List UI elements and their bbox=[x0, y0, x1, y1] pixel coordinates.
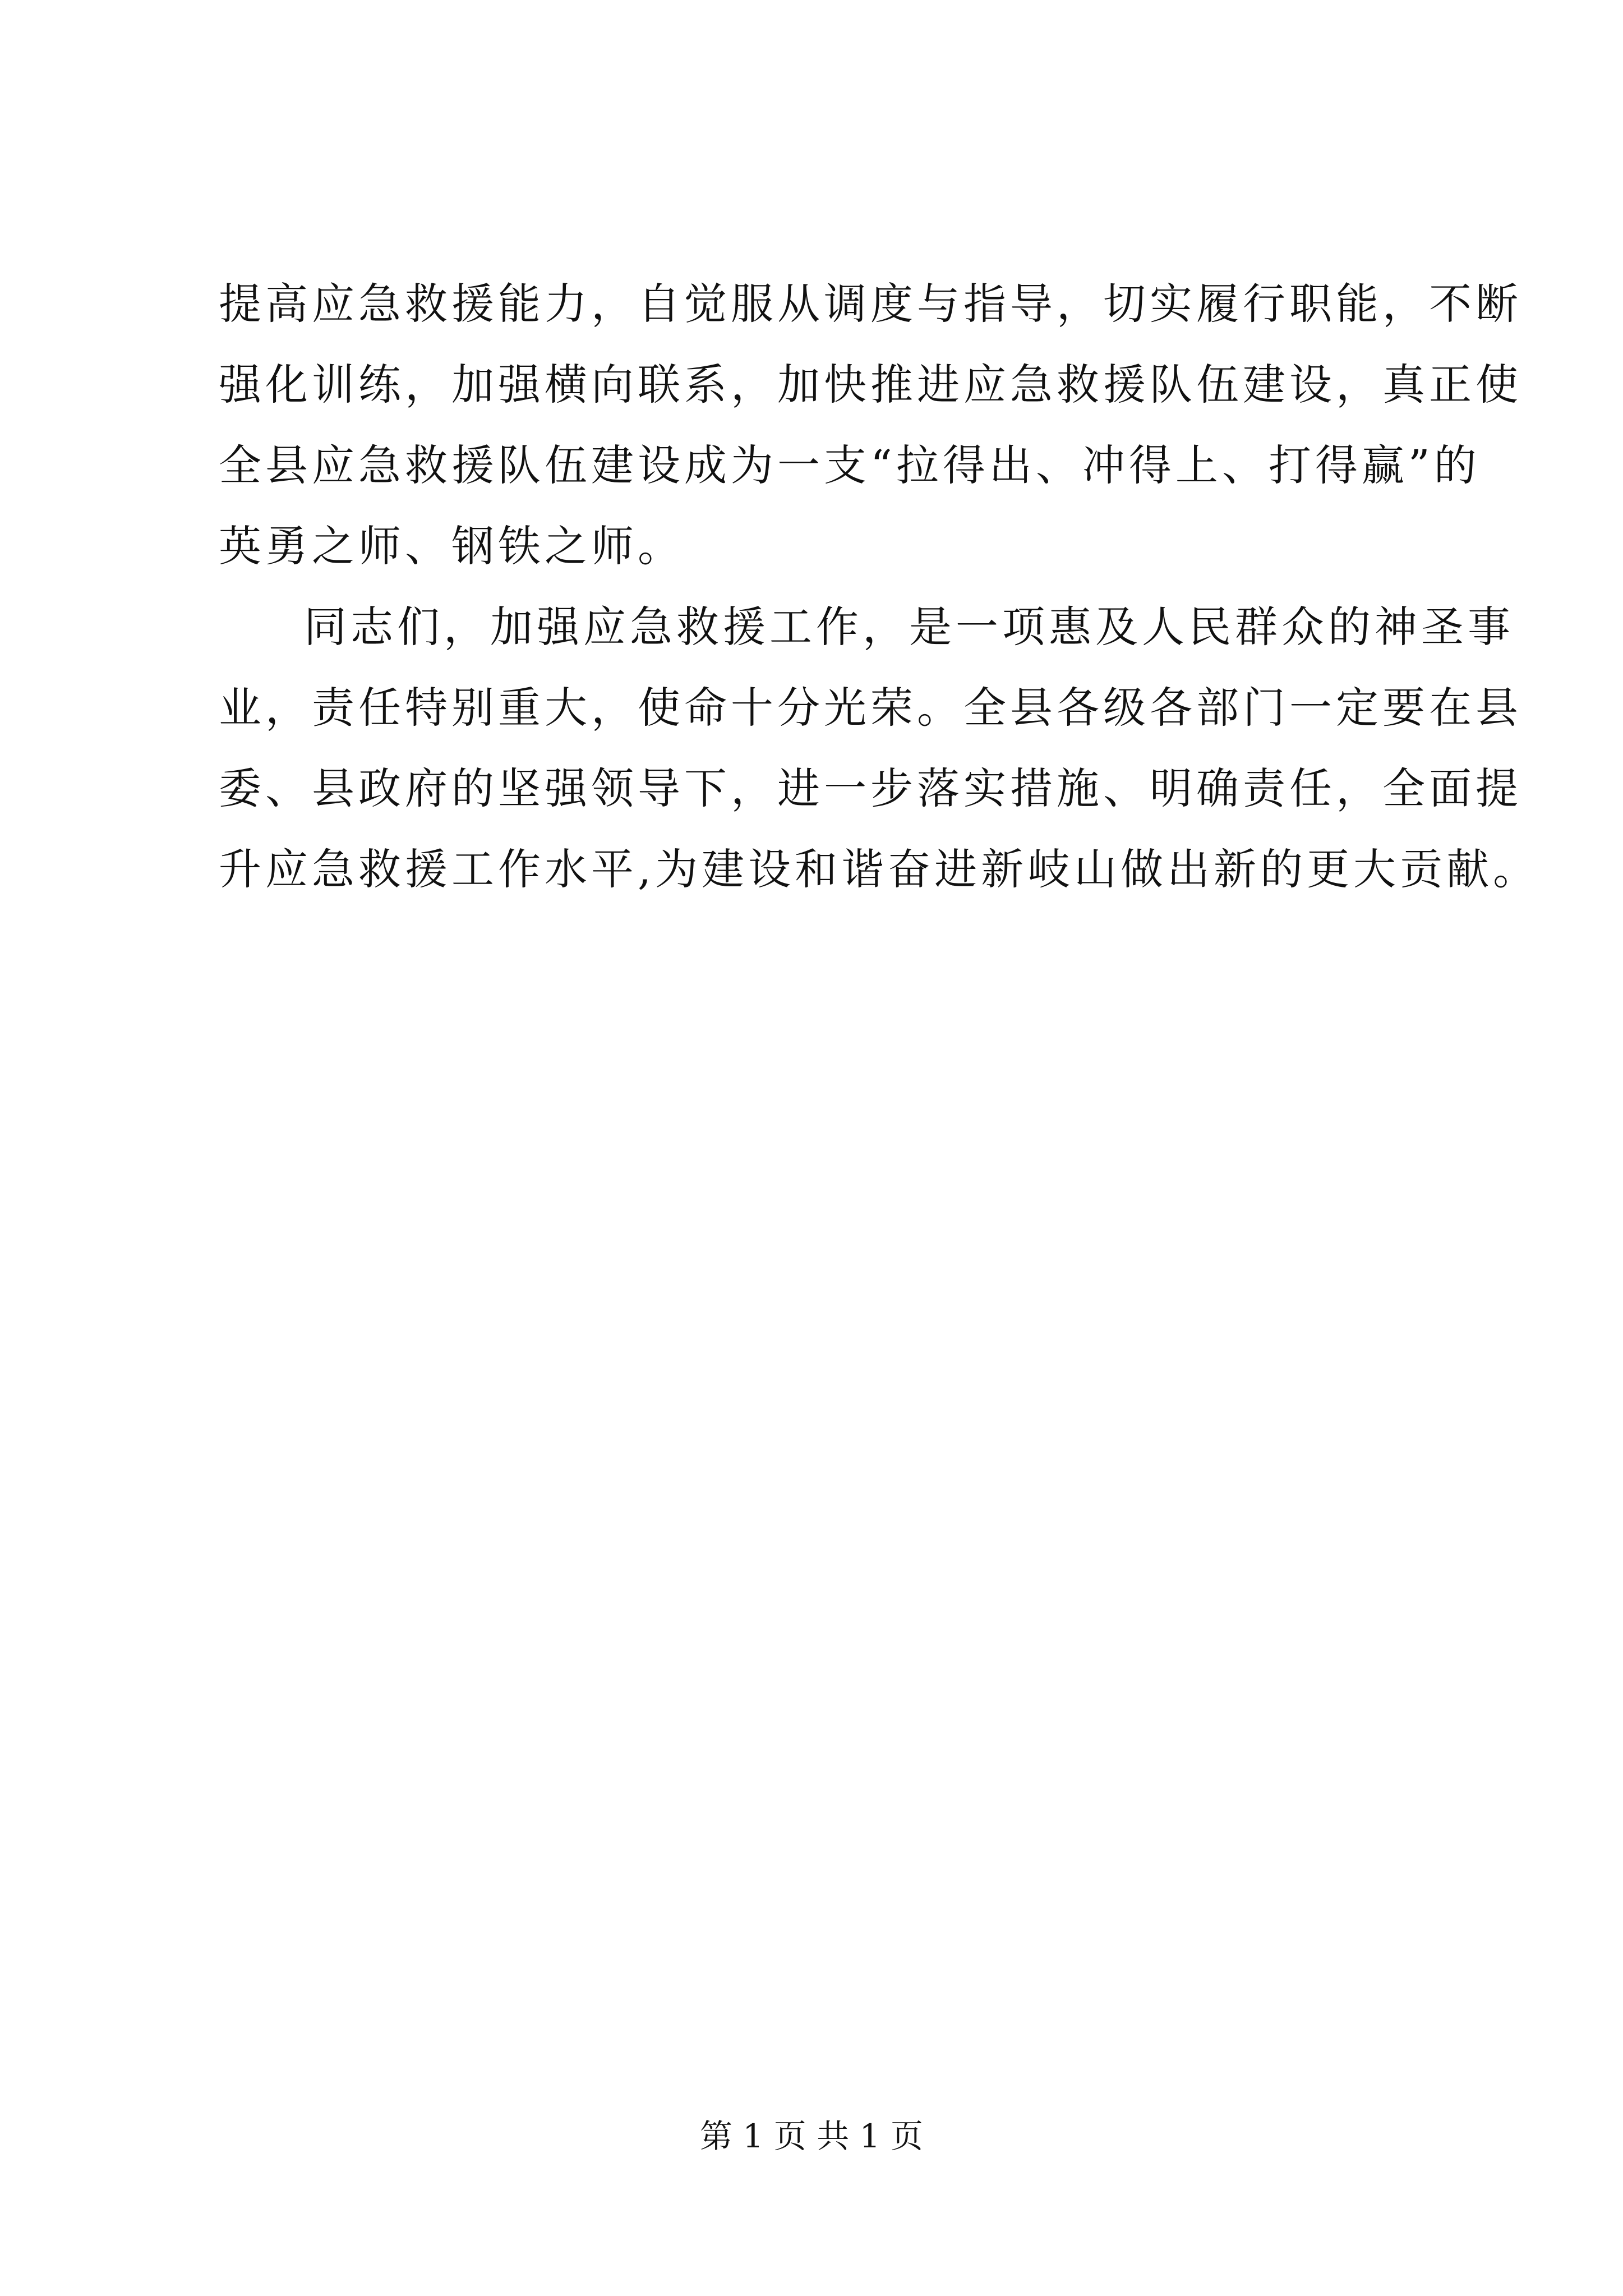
paragraph-2-line-3: 委、县政府的坚强领导下，进一步落实措施、明确责任，全面提 bbox=[219, 763, 1522, 813]
paragraph-1-line-1: 提高应急救援能力，自觉服从调度与指导，切实履行职能，不断 bbox=[219, 279, 1522, 329]
paragraph-2-line-1: 同志们，加强应急救援工作，是一项惠及人民群众的神圣事 bbox=[304, 602, 1514, 652]
document-body bbox=[219, 264, 1540, 910]
page-footer: 第 1 页 共 1 页 bbox=[700, 2117, 923, 2155]
paragraph-2-line-4: 升应急救援工作水平,为建设和谐奋进新岐山做出新的更大贡献。 bbox=[219, 844, 1540, 894]
paragraph-2-line-2: 业，责任特别重大，使命十分光荣。全县各级各部门一定要在县 bbox=[219, 683, 1522, 733]
paragraph-1-line-2: 强化训练，加强横向联系，加快推进应急救援队伍建设，真正使 bbox=[219, 360, 1522, 409]
paragraph-1-line-4: 英勇之师、钢铁之师。 bbox=[219, 521, 684, 571]
paragraph-1-line-3: 全县应急救援队伍建设成为一支“拉得出、冲得上、打得赢”的 bbox=[219, 440, 1481, 490]
